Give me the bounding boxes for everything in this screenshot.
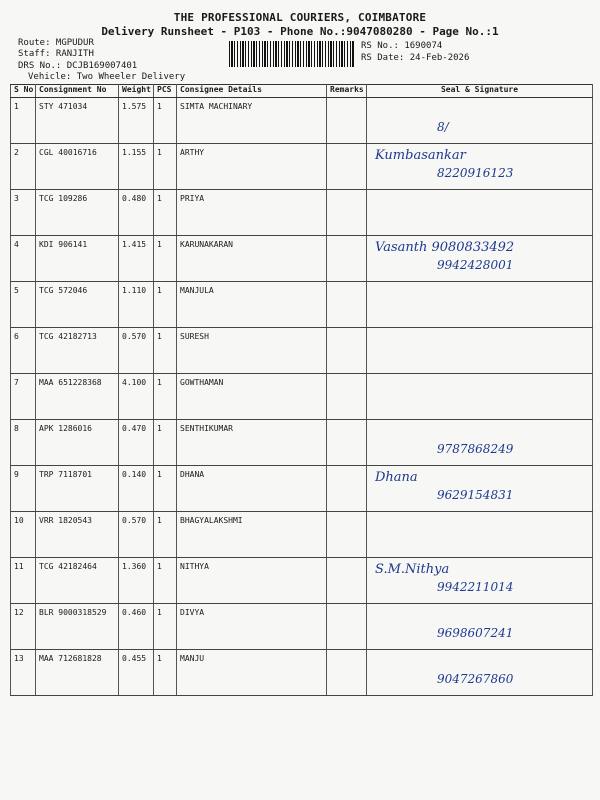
cell-sno: 8: [11, 420, 36, 466]
cell-remarks: [327, 236, 367, 282]
cell-remarks: [327, 420, 367, 466]
cell-consignee: GOWTHAMAN: [177, 374, 327, 420]
cell-weight: 1.575: [119, 98, 154, 144]
cell-consignment: TCG 109286: [36, 190, 119, 236]
handwritten-phone: 8/: [437, 120, 449, 134]
cell-consignment: BLR 9000318529: [36, 604, 119, 650]
col-header-consignment: Consignment No: [36, 85, 119, 98]
cell-sno: 6: [11, 328, 36, 374]
handwritten-phone: 9629154831: [437, 488, 514, 502]
cell-consignee: SENTHIKUMAR: [177, 420, 327, 466]
cell-consignee: KARUNAKARAN: [177, 236, 327, 282]
table-row: [11, 144, 593, 190]
cell-weight: 0.570: [119, 512, 154, 558]
rs-number: RS No.: 1690074: [361, 41, 443, 51]
cell-sno: 9: [11, 466, 36, 512]
cell-consignee: DHANA: [177, 466, 327, 512]
handwritten-signature: Vasanth 9080833492: [375, 240, 515, 255]
cell-consignee: MANJULA: [177, 282, 327, 328]
col-header-sno: S No: [11, 85, 36, 98]
cell-remarks: [327, 374, 367, 420]
cell-consignment: MAA 712681828: [36, 650, 119, 696]
table-row: [11, 466, 593, 512]
cell-sno: 12: [11, 604, 36, 650]
col-header-pcs: PCS: [154, 85, 177, 98]
table-row: [11, 282, 593, 328]
cell-weight: 0.570: [119, 328, 154, 374]
cell-pcs: 1: [154, 466, 177, 512]
delivery-table: [10, 84, 593, 696]
cell-remarks: [327, 558, 367, 604]
cell-consignment: TCG 42182713: [36, 328, 119, 374]
company-title: THE PROFESSIONAL COURIERS, COIMBATORE: [173, 11, 427, 24]
cell-consignment: CGL 40016716: [36, 144, 119, 190]
cell-weight: 0.455: [119, 650, 154, 696]
cell-remarks: [327, 512, 367, 558]
cell-weight: 0.140: [119, 466, 154, 512]
table-header-row: [11, 85, 593, 98]
cell-consignee: BHAGYALAKSHMI: [177, 512, 327, 558]
handwritten-phone: 9787868249: [437, 442, 514, 456]
staff-label: Staff: RANJITH: [18, 49, 94, 59]
cell-pcs: 1: [154, 558, 177, 604]
cell-pcs: 1: [154, 328, 177, 374]
cell-consignee: DIVYA: [177, 604, 327, 650]
cell-consignee: SIMTA MACHINARY: [177, 98, 327, 144]
cell-signature: [367, 374, 593, 420]
cell-signature: [367, 466, 593, 512]
cell-consignee: NITHYA: [177, 558, 327, 604]
cell-remarks: [327, 98, 367, 144]
rs-date: RS Date: 24-Feb-2026: [361, 53, 470, 63]
cell-weight: 1.415: [119, 236, 154, 282]
cell-pcs: 1: [154, 650, 177, 696]
cell-remarks: [327, 604, 367, 650]
route-label: Route: MGPUDUR: [18, 38, 94, 48]
table-row: [11, 604, 593, 650]
table-row: [11, 236, 593, 282]
cell-weight: 0.460: [119, 604, 154, 650]
cell-consignment: TCG 572046: [36, 282, 119, 328]
cell-signature: [367, 512, 593, 558]
handwritten-phone: 9942211014: [437, 580, 514, 594]
cell-consignee: SURESH: [177, 328, 327, 374]
cell-remarks: [327, 144, 367, 190]
cell-sno: 11: [11, 558, 36, 604]
cell-consignment: MAA 651228368: [36, 374, 119, 420]
cell-signature: [367, 236, 593, 282]
cell-signature: [367, 144, 593, 190]
cell-sno: 4: [11, 236, 36, 282]
handwritten-phone: 9942428001: [437, 258, 514, 272]
cell-consignment: TRP 7118701: [36, 466, 119, 512]
runsheet-subtitle: Delivery Runsheet - P103 - Phone No.:9047080280 - Page No.:1: [101, 25, 499, 38]
cell-consignee: PRIYA: [177, 190, 327, 236]
cell-weight: 1.360: [119, 558, 154, 604]
cell-remarks: [327, 282, 367, 328]
table-row: [11, 98, 593, 144]
cell-pcs: 1: [154, 512, 177, 558]
handwritten-signature: S.M.Nithya: [375, 562, 450, 577]
cell-weight: 4.100: [119, 374, 154, 420]
cell-sno: 2: [11, 144, 36, 190]
cell-consignee: MANJU: [177, 650, 327, 696]
cell-pcs: 1: [154, 282, 177, 328]
cell-pcs: 1: [154, 144, 177, 190]
col-header-signature: Seal & Signature: [367, 85, 593, 98]
table-row: [11, 558, 593, 604]
col-header-consignee: Consignee Details: [177, 85, 327, 98]
cell-sno: 13: [11, 650, 36, 696]
handwritten-signature: Kumbasankar: [375, 148, 466, 163]
cell-consignment: KDI 906141: [36, 236, 119, 282]
cell-remarks: [327, 650, 367, 696]
col-header-remarks: Remarks: [327, 85, 367, 98]
cell-signature: [367, 420, 593, 466]
cell-pcs: 1: [154, 236, 177, 282]
cell-consignment: APK 1286016: [36, 420, 119, 466]
cell-pcs: 1: [154, 98, 177, 144]
cell-weight: 0.480: [119, 190, 154, 236]
cell-weight: 0.470: [119, 420, 154, 466]
cell-consignment: TCG 42182464: [36, 558, 119, 604]
cell-pcs: 1: [154, 420, 177, 466]
cell-consignment: VRR 1820543: [36, 512, 119, 558]
cell-weight: 1.110: [119, 282, 154, 328]
cell-signature: [367, 604, 593, 650]
vehicle-label: Vehicle: Two Wheeler Delivery: [28, 72, 186, 82]
cell-pcs: 1: [154, 190, 177, 236]
table-row: [11, 328, 593, 374]
cell-pcs: 1: [154, 374, 177, 420]
cell-signature: [367, 282, 593, 328]
cell-signature: [367, 558, 593, 604]
cell-signature: [367, 98, 593, 144]
cell-sno: 10: [11, 512, 36, 558]
cell-signature: [367, 190, 593, 236]
handwritten-phone: 9698607241: [437, 626, 514, 640]
col-header-weight: Weight: [119, 85, 154, 98]
barcode: [229, 41, 354, 67]
cell-sno: 3: [11, 190, 36, 236]
cell-consignee: ARTHY: [177, 144, 327, 190]
cell-signature: [367, 328, 593, 374]
cell-remarks: [327, 190, 367, 236]
cell-pcs: 1: [154, 604, 177, 650]
cell-sno: 7: [11, 374, 36, 420]
handwritten-signature: Dhana: [375, 470, 418, 485]
table-row: [11, 374, 593, 420]
table-row: [11, 650, 593, 696]
table-row: [11, 512, 593, 558]
cell-remarks: [327, 328, 367, 374]
cell-weight: 1.155: [119, 144, 154, 190]
drs-number: DRS No.: DCJB169007401: [18, 61, 138, 71]
handwritten-phone: 8220916123: [437, 166, 514, 180]
cell-signature: [367, 650, 593, 696]
table-row: [11, 190, 593, 236]
handwritten-phone: 9047267860: [437, 672, 514, 686]
cell-sno: 1: [11, 98, 36, 144]
cell-sno: 5: [11, 282, 36, 328]
cell-consignment: STY 471034: [36, 98, 119, 144]
cell-remarks: [327, 466, 367, 512]
table-row: [11, 420, 593, 466]
